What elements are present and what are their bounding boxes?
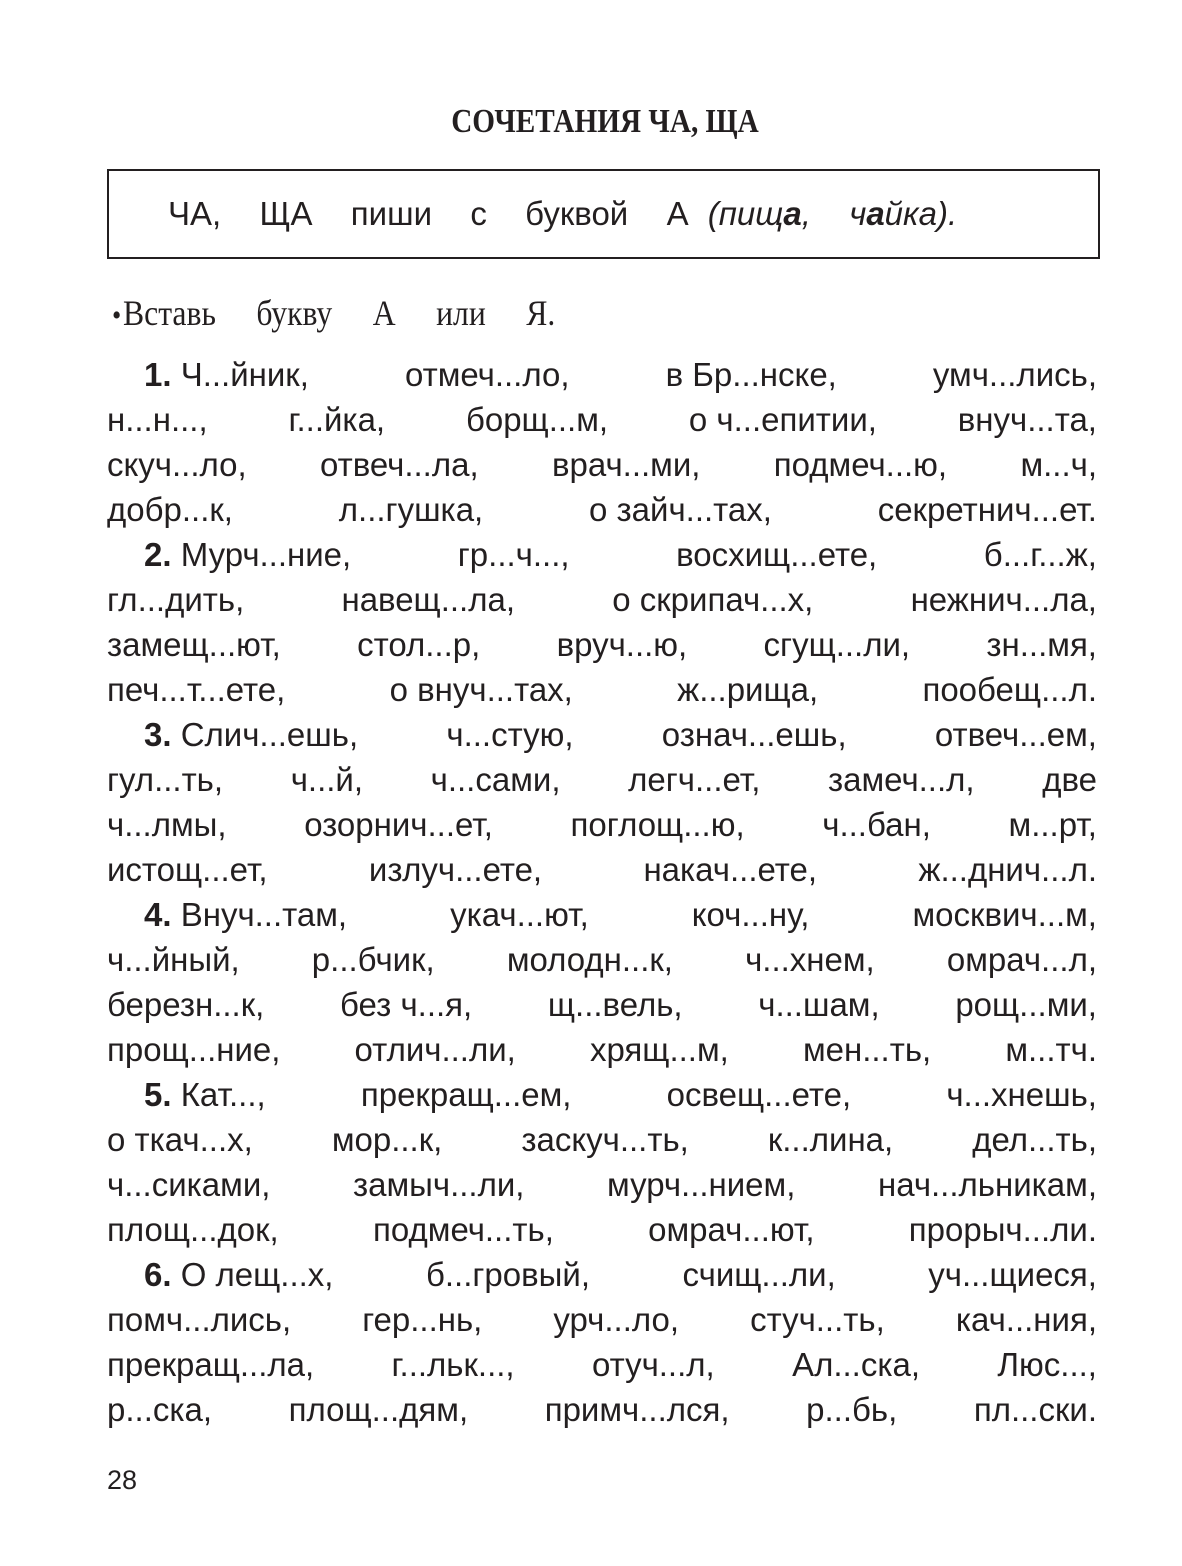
- exercise-line: [107, 1387, 1097, 1432]
- word: 2. Мурч...ние,: [144, 536, 352, 573]
- word: излуч...ете,: [368, 851, 543, 888]
- exercise-line: [107, 757, 1097, 802]
- word: площ...док,: [107, 1211, 279, 1248]
- word: сгущ...ли,: [763, 626, 911, 663]
- word: прекращ...ла,: [107, 1346, 315, 1383]
- word: дел...ть,: [972, 1121, 1097, 1158]
- highlight-letter: а: [783, 195, 802, 232]
- word: ч...сами,: [430, 761, 561, 798]
- word: внуч...та,: [957, 401, 1097, 438]
- word: стуч...ть,: [750, 1301, 885, 1338]
- exercise-1: [107, 352, 1097, 532]
- exercise-line: [107, 577, 1097, 622]
- word: ч...бан,: [822, 806, 931, 843]
- exercise-line: [107, 1027, 1097, 1072]
- rule-text: [168, 195, 957, 233]
- word: отмеч...ло,: [404, 356, 570, 393]
- exercise-line: [107, 712, 1097, 757]
- word: прекращ...ем,: [360, 1076, 572, 1113]
- exercise-line: [107, 442, 1097, 487]
- word: зн...мя,: [986, 626, 1097, 663]
- word: молодн...к,: [506, 941, 673, 978]
- exercise-line: [107, 352, 1097, 397]
- word: поглощ...ю,: [570, 806, 745, 843]
- word: омрач...ют,: [648, 1211, 815, 1248]
- exercise-number: 2.: [144, 536, 181, 573]
- word: ж...днич...л.: [918, 851, 1097, 888]
- word: р...бчик,: [311, 941, 435, 978]
- word: без ч...я,: [340, 986, 473, 1023]
- word: замещ...ют,: [107, 626, 281, 663]
- word: восхищ...ете,: [676, 536, 878, 573]
- word: гл...дить,: [107, 581, 245, 618]
- word: мор...к,: [331, 1121, 443, 1158]
- word: прощ...ние,: [107, 1031, 281, 1068]
- word: хрящ...м,: [589, 1031, 729, 1068]
- exercise-number: 1.: [144, 356, 181, 393]
- word: березн...к,: [107, 986, 265, 1023]
- exercise-line: [107, 1207, 1097, 1252]
- word: м...рт,: [1008, 806, 1097, 843]
- exercise-line: [107, 1117, 1097, 1162]
- word: ч...лмы,: [107, 806, 227, 843]
- word: счищ...ли,: [682, 1256, 836, 1293]
- word: ч...й,: [290, 761, 364, 798]
- word: щ...вель,: [547, 986, 683, 1023]
- word: ч...стую,: [446, 716, 574, 753]
- word: Ал...ска,: [792, 1346, 921, 1383]
- exercise-number: 4.: [144, 896, 181, 933]
- highlight-letter: а: [866, 195, 885, 232]
- exercise-number: 5.: [144, 1076, 181, 1113]
- word: две: [1042, 761, 1097, 798]
- word: ж...рища,: [677, 671, 819, 708]
- exercise-line: [107, 1297, 1097, 1342]
- word: о скрипач...х,: [612, 581, 814, 618]
- word: истощ...ет,: [107, 851, 268, 888]
- exercise-line: [107, 1072, 1097, 1117]
- word: скуч...ло,: [107, 446, 247, 483]
- exercise-line: [107, 1252, 1097, 1297]
- word: Люс...,: [997, 1346, 1097, 1383]
- word: замеч...л,: [828, 761, 975, 798]
- word: навещ...ла,: [341, 581, 515, 618]
- exercise-5: [107, 1072, 1097, 1252]
- word: ч...хнешь,: [946, 1076, 1097, 1113]
- word: гер...нь,: [362, 1301, 483, 1338]
- word: о внуч...тах,: [389, 671, 573, 708]
- word: 3. Слич...ешь,: [144, 716, 359, 753]
- word: примч...лся,: [544, 1391, 730, 1428]
- word: секретнич...ет.: [877, 491, 1097, 528]
- exercise-line: [107, 487, 1097, 532]
- word: ч...шам,: [758, 986, 880, 1023]
- word: подмеч...ю,: [773, 446, 948, 483]
- exercise-number: 6.: [144, 1256, 181, 1293]
- word: 6. О лещ...х,: [144, 1256, 334, 1293]
- word: замыч...ли,: [353, 1166, 525, 1203]
- word: освещ...ете,: [666, 1076, 852, 1113]
- exercise-line: [107, 847, 1097, 892]
- word: р...бь,: [806, 1391, 898, 1428]
- word: рощ...ми,: [955, 986, 1097, 1023]
- word: о ч...епитии,: [688, 401, 877, 438]
- word: печ...т...ете,: [107, 671, 286, 708]
- exercise-line: [107, 1162, 1097, 1207]
- word: отвеч...ем,: [934, 716, 1097, 753]
- exercise-line: [107, 802, 1097, 847]
- exercise-line: [107, 937, 1097, 982]
- word: нежнич...ла,: [910, 581, 1097, 618]
- word: омрач...л,: [946, 941, 1097, 978]
- exercise-4: [107, 892, 1097, 1072]
- word: умч...лись,: [932, 356, 1097, 393]
- word: к...лина,: [767, 1121, 894, 1158]
- word: г...йка,: [288, 401, 386, 438]
- word: накач...ете,: [643, 851, 818, 888]
- word: помч...лись,: [107, 1301, 292, 1338]
- word: б...г...ж,: [983, 536, 1097, 573]
- word: нач...льникам,: [877, 1166, 1097, 1203]
- word: пл...ски.: [973, 1391, 1097, 1428]
- word: в Бр...нске,: [665, 356, 837, 393]
- word: о зайч...тах,: [589, 491, 772, 528]
- word: м...ч,: [1020, 446, 1097, 483]
- word: н...н...,: [107, 401, 208, 438]
- word: о ткач...х,: [107, 1121, 253, 1158]
- word: кач...ния,: [955, 1301, 1097, 1338]
- word: москвич...м,: [912, 896, 1097, 933]
- word: легч...ет,: [628, 761, 761, 798]
- exercise-line: [107, 397, 1097, 442]
- word: ч...хнем,: [745, 941, 875, 978]
- word: озорнич...ет,: [304, 806, 493, 843]
- word: уч...щиеся,: [928, 1256, 1097, 1293]
- word: мен...ть,: [802, 1031, 932, 1068]
- word: подмеч...ть,: [373, 1211, 554, 1248]
- word: ч...сиками,: [107, 1166, 271, 1203]
- word: гул...ть,: [107, 761, 224, 798]
- page-title: СОЧЕТАНИЯ ЧА, ЩА: [451, 103, 759, 140]
- word: добр...к,: [107, 491, 233, 528]
- word: врач...ми,: [551, 446, 701, 483]
- exercise-line: [107, 622, 1097, 667]
- exercise-line: [107, 982, 1097, 1027]
- word: прорыч...ли.: [908, 1211, 1097, 1248]
- word: б...гровый,: [425, 1256, 590, 1293]
- exercise-line: [107, 532, 1097, 577]
- page-number: 28: [107, 1465, 138, 1495]
- exercise-6: [107, 1252, 1097, 1432]
- instruction: [112, 292, 555, 334]
- rule-statement: ЧА, ЩА пиши с буквой А: [168, 195, 708, 232]
- word: л...гушка,: [338, 491, 484, 528]
- word: 5. Кат...,: [144, 1076, 266, 1113]
- word: вруч...ю,: [556, 626, 688, 663]
- rule-box: [107, 169, 1100, 259]
- word: гр...ч...,: [457, 536, 570, 573]
- word: борщ...м,: [465, 401, 609, 438]
- word: 4. Внуч...там,: [144, 896, 348, 933]
- word: укач...ют,: [450, 896, 589, 933]
- word: отуч...л,: [591, 1346, 715, 1383]
- word: стол...р,: [357, 626, 481, 663]
- exercise-2: [107, 532, 1097, 712]
- exercise-3: [107, 712, 1097, 892]
- word: отвеч...ла,: [319, 446, 479, 483]
- word: р...ска,: [107, 1391, 213, 1428]
- exercise-line: [107, 667, 1097, 712]
- instruction-text: Вставь букву А или Я.: [123, 293, 556, 333]
- word: урч...ло,: [553, 1301, 680, 1338]
- exercise-line: [107, 1342, 1097, 1387]
- word: м...тч.: [1005, 1031, 1097, 1068]
- word: ч...йный,: [107, 941, 240, 978]
- word: площ...дям,: [288, 1391, 469, 1428]
- word: означ...ешь,: [661, 716, 847, 753]
- word: отлич...ли,: [354, 1031, 516, 1068]
- word: коч...ну,: [691, 896, 810, 933]
- word: пообещ...л.: [922, 671, 1097, 708]
- word: мурч...нием,: [607, 1166, 796, 1203]
- exercise-line: [107, 892, 1097, 937]
- word: г...льк...,: [391, 1346, 515, 1383]
- word: 1. Ч...йник,: [144, 356, 309, 393]
- rule-example: (пища, чайка).: [707, 195, 958, 232]
- exercise-number: 3.: [144, 716, 181, 753]
- word: заскуч...ть,: [521, 1121, 689, 1158]
- bullet-icon: •: [112, 299, 122, 332]
